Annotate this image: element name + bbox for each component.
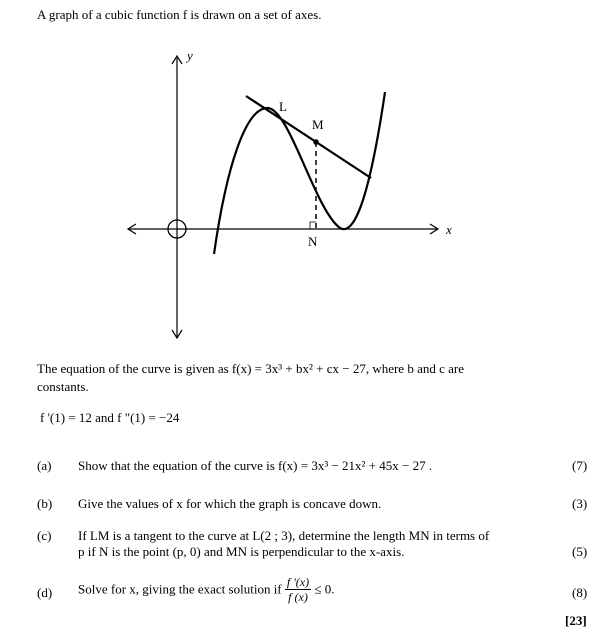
tangent-line-LM	[246, 96, 371, 178]
question-b-marks: (3)	[572, 496, 588, 511]
equation-line-1: The equation of the curve is given as f(x) = 3x³ + bx² + cx − 27, where b and c are	[37, 361, 464, 376]
question-b-label: (b)	[37, 496, 53, 511]
question-a-label: (a)	[37, 458, 52, 473]
question-c-label: (c)	[37, 528, 52, 543]
fraction-denominator: f (x)	[288, 590, 308, 604]
right-angle-marker	[310, 222, 316, 229]
question-c-text-line2: p if N is the point (p, 0) and MN is perpendicular to the x-axis.	[78, 544, 405, 559]
y-axis-label: y	[187, 48, 193, 63]
point-N-label: N	[308, 234, 318, 249]
fraction-numerator: f '(x)	[286, 575, 310, 589]
cubic-curve	[214, 92, 385, 254]
question-d-label: (d)	[37, 585, 53, 600]
question-a-text: Show that the equation of the curve is f(x) = 3x³ − 21x² + 45x − 27 .	[78, 458, 433, 473]
question-b-text: Give the values of x for which the graph is concave down.	[78, 496, 382, 511]
question-a-marks: (7)	[572, 458, 588, 473]
point-M-label: M	[312, 117, 324, 132]
point-L-label: L	[279, 99, 287, 114]
question-d-fraction	[285, 575, 311, 604]
x-axis-label: x	[446, 222, 452, 237]
intro-text: A graph of a cubic function f is drawn on a set of axes.	[37, 7, 322, 22]
question-c-text-line1: If LM is a tangent to the curve at L(2 ; 3), determine the length MN in terms of	[78, 528, 490, 543]
question-c-marks: (5)	[572, 544, 588, 559]
conditions: f '(1) = 12 and f "(1) = −24	[40, 410, 180, 425]
question-d-marks: (8)	[572, 585, 588, 600]
question-d-prefix: Solve for x, giving the exact solution if	[78, 581, 282, 597]
equation-line-2: constants.	[37, 379, 89, 394]
cubic-graph	[0, 40, 614, 345]
question-d-suffix: ≤ 0.	[314, 581, 335, 597]
question-d-text	[78, 575, 335, 604]
total-marks: [23]	[565, 613, 587, 628]
